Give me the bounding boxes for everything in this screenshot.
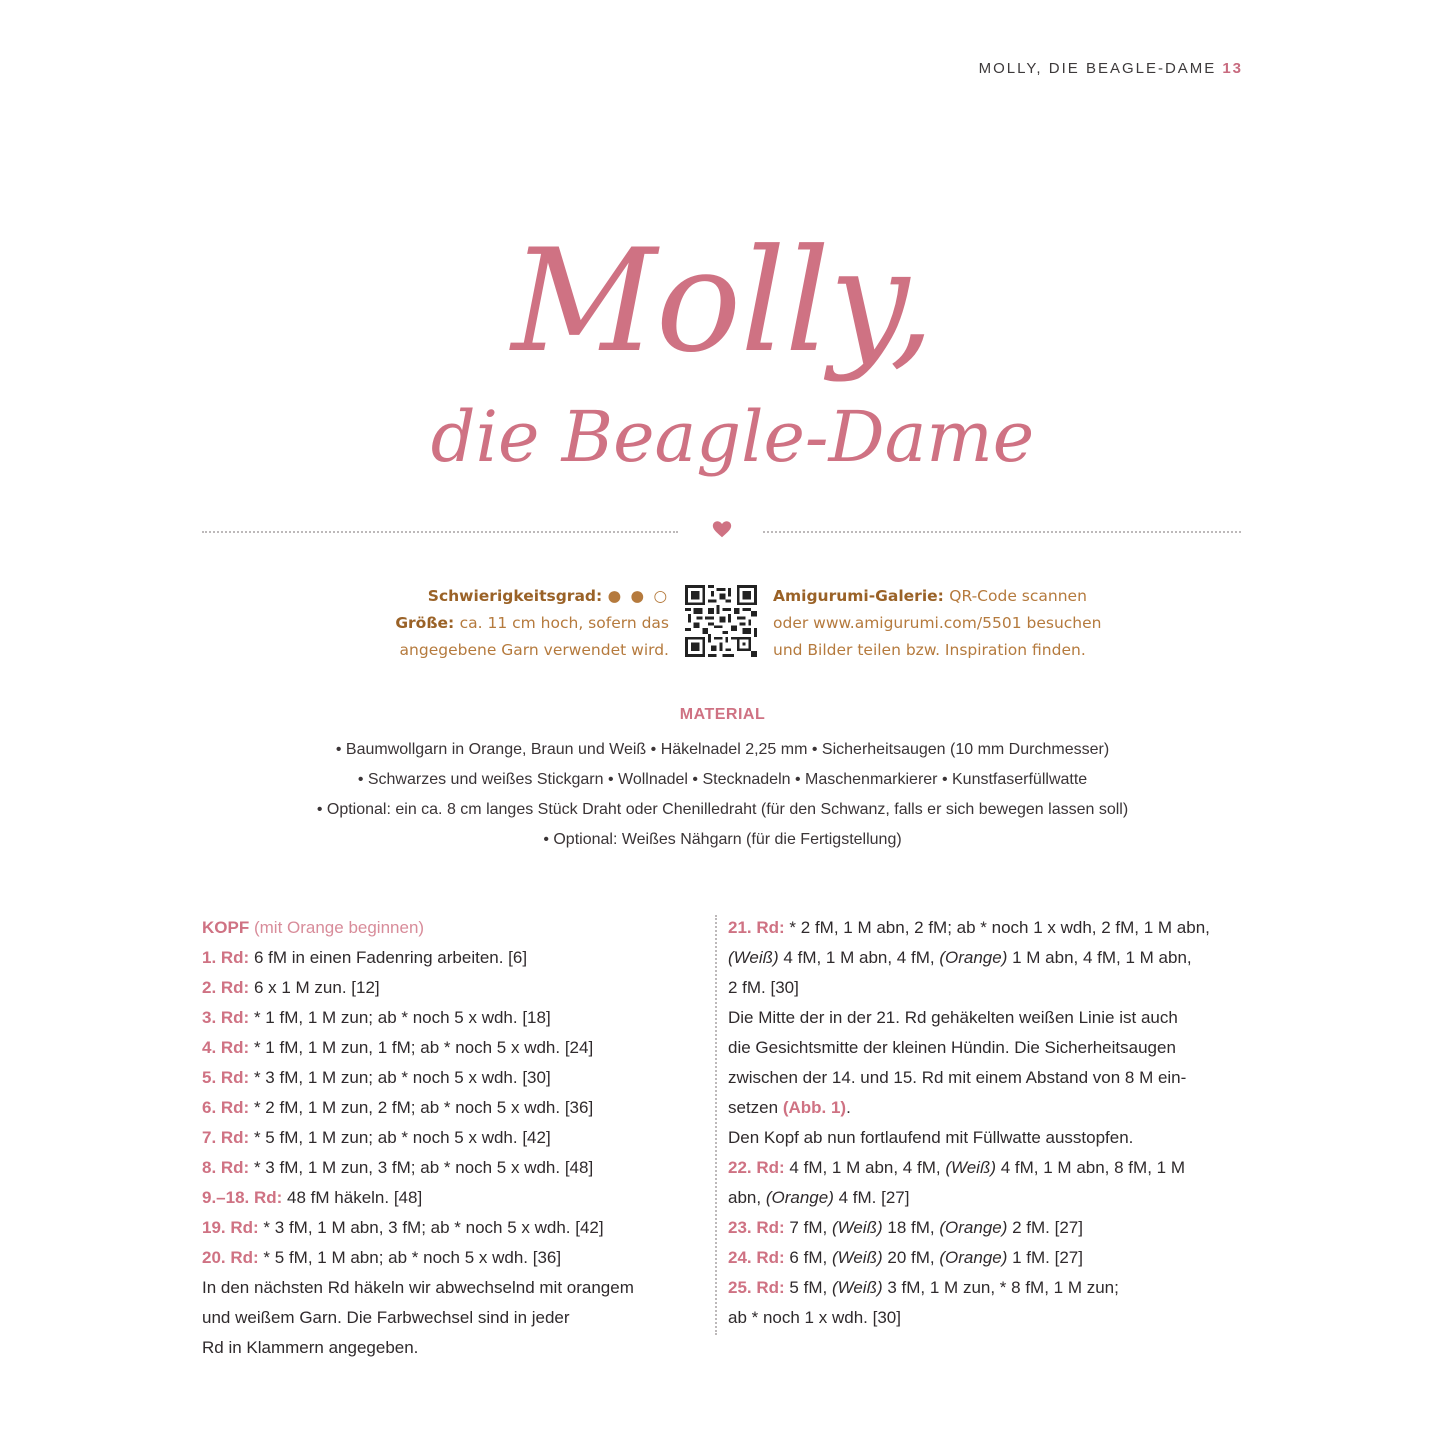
round-label: 20. Rd: [202, 1248, 259, 1267]
difficulty-line [395, 583, 669, 610]
gallery-text-3: und Bilder teilen bzw. Inspiration finden. [773, 641, 1086, 659]
round-text: 5 fM, [789, 1278, 828, 1297]
pattern-row [202, 1003, 692, 1033]
page-number: 13 [1222, 60, 1243, 77]
note-line: In den nächsten Rd häkeln wir abwechselnd mit orangem [202, 1278, 634, 1297]
paragraph-line: Den Kopf ab nun fortlaufend mit Füllwatte ausstopfen. [728, 1128, 1134, 1147]
round-text: 4 fM, 1 M abn, 4 fM, [783, 948, 935, 967]
round-text: * 3 fM, 1 M zun; ab * noch 5 x wdh. [30] [253, 1068, 551, 1087]
gallery-line-1 [773, 583, 1101, 610]
material-item: • Baumwollgarn in Orange, Braun und Weiß • Häkelnadel 2,25 mm • Sicherheitsaugen (10 mm Durchmesser) [335, 741, 1110, 758]
material-item: • Optional: Weißes Nähgarn (für die Fertigstellung) [543, 831, 902, 848]
round-text: * 3 fM, 1 M abn, 3 fM; ab * noch 5 x wdh. [42] [263, 1218, 604, 1237]
round-text: 3 fM, 1 M zun, * 8 fM, 1 M zun; [887, 1278, 1119, 1297]
column-divider [715, 915, 717, 1335]
round-text: 7 fM, [789, 1218, 828, 1237]
page-title: Molly, [511, 219, 934, 384]
round-text: abn, [728, 1188, 762, 1207]
color-change: (Orange) [939, 948, 1008, 967]
note-line: Rd in Klammern angegeben. [202, 1338, 419, 1357]
section-note: (mit Orange beginnen) [253, 918, 425, 937]
round-label: 23. Rd: [728, 1218, 785, 1237]
pattern-row [202, 1093, 692, 1123]
pattern-row-21 [728, 913, 1243, 943]
round-text: 2 fM. [27] [1012, 1218, 1083, 1237]
round-label: 19. Rd: [202, 1218, 259, 1237]
round-label: 1. Rd: [202, 948, 250, 967]
round-text: 6 x 1 M zun. [12] [253, 978, 380, 997]
paragraph-line: Die Mitte der in der 21. Rd gehäkelten weißen Linie ist auch [728, 1008, 1178, 1027]
round-text: 4 fM. [27] [838, 1188, 910, 1207]
round-label: 21. Rd: [728, 918, 785, 937]
round-text: * 1 fM, 1 M zun, 1 fM; ab * noch 5 x wdh. [24] [253, 1038, 594, 1057]
round-text: * 5 fM, 1 M abn; ab * noch 5 x wdh. [36] [263, 1248, 562, 1267]
round-text: 6 fM, [789, 1248, 828, 1267]
round-text: 2 fM. [30] [728, 978, 799, 997]
paragraph-line: die Gesichtsmitte der kleinen Hündin. Die Sicherheitsaugen [728, 1038, 1176, 1057]
running-title: MOLLY, DIE BEAGLE-DAME [978, 60, 1217, 77]
color-change: (Weiß) [728, 948, 779, 967]
round-text: * 5 fM, 1 M zun; ab * noch 5 x wdh. [42] [253, 1128, 551, 1147]
round-text: 20 fM, [887, 1248, 935, 1267]
pattern-row-22-cont [728, 1183, 1243, 1213]
paragraph-text: setzen [728, 1098, 779, 1117]
round-text: ab * noch 1 x wdh. [30] [728, 1308, 901, 1327]
material-item: • Optional: ein ca. 8 cm langes Stück Draht oder Chenilledraht (für den Schwanz, falls er sich bewegen lassen soll) [316, 801, 1129, 818]
pattern-row [202, 1213, 692, 1243]
round-label: 7. Rd: [202, 1128, 250, 1147]
divider-right [763, 531, 1241, 533]
info-left [395, 583, 669, 664]
size-label: Größe: [395, 614, 455, 632]
difficulty-label: Schwierigkeitsgrad: [427, 587, 603, 605]
round-text: 4 fM, 1 M abn, 8 fM, 1 M [1000, 1158, 1185, 1177]
round-label: 25. Rd: [728, 1278, 785, 1297]
qr-code-icon[interactable] [685, 585, 757, 657]
round-label: 2. Rd: [202, 978, 250, 997]
heart-icon [711, 518, 733, 540]
round-label: 4. Rd: [202, 1038, 250, 1057]
round-text: * 3 fM, 1 M zun, 3 fM; ab * noch 5 x wdh. [48] [253, 1158, 594, 1177]
running-head [979, 60, 1243, 77]
round-text: 6 fM in einen Fadenring arbeiten. [6] [253, 948, 528, 967]
round-label: 9.–18. Rd: [202, 1188, 283, 1207]
pattern-row-21-cont [728, 943, 1243, 973]
pattern-row-23 [728, 1213, 1243, 1243]
pattern-row [202, 973, 692, 1003]
round-text: 18 fM, [887, 1218, 935, 1237]
figure-reference: (Abb. 1) [782, 1098, 847, 1117]
section-heading-kopf [202, 913, 692, 943]
round-text: * 2 fM, 1 M zun, 2 fM; ab * noch 5 x wdh. [36] [253, 1098, 594, 1117]
material-item: • Schwarzes und weißes Stickgarn • Wollnadel • Stecknadeln • Maschenmarkierer • Kunstfaserfüllwatte [357, 771, 1088, 788]
gallery-label: Amigurumi-Galerie: [773, 587, 944, 605]
round-label: 22. Rd: [728, 1158, 785, 1177]
size-text-2: angegebene Garn verwendet wird. [399, 641, 669, 659]
round-text: 1 fM. [27] [1012, 1248, 1083, 1267]
color-change: (Weiß) [831, 1248, 883, 1267]
color-change: (Weiß) [831, 1218, 883, 1237]
pattern-row-22 [728, 1153, 1243, 1183]
round-label: 5. Rd: [202, 1068, 250, 1087]
color-change: (Weiß) [831, 1278, 883, 1297]
pattern-row [202, 1033, 692, 1063]
pattern-row [202, 1123, 692, 1153]
round-text: * 1 fM, 1 M zun; ab * noch 5 x wdh. [18] [253, 1008, 551, 1027]
pattern-column-right [728, 913, 1243, 1333]
page-subtitle: die Beagle-Dame [430, 396, 1035, 478]
round-label: 8. Rd: [202, 1158, 250, 1177]
pattern-row-25 [728, 1273, 1243, 1303]
color-change: (Orange) [765, 1188, 834, 1207]
size-line [395, 610, 669, 637]
round-label: 3. Rd: [202, 1008, 250, 1027]
round-text: 48 fM häkeln. [48] [287, 1188, 423, 1207]
pattern-column-left [202, 913, 692, 1363]
color-change: (Orange) [939, 1248, 1008, 1267]
note-line: und weißem Garn. Die Farbwechsel sind in jeder [202, 1308, 570, 1327]
paragraph-end: . [846, 1098, 851, 1117]
round-label: 6. Rd: [202, 1098, 250, 1117]
pattern-row [202, 1183, 692, 1213]
color-change: (Orange) [939, 1218, 1008, 1237]
pattern-row [202, 1153, 692, 1183]
pattern-row [202, 943, 692, 973]
size-text-1: ca. 11 cm hoch, sofern das [459, 614, 669, 632]
pattern-row [202, 1063, 692, 1093]
round-text: * 2 fM, 1 M abn, 2 fM; ab * noch 1 x wdh, 2 fM, 1 M abn, [789, 918, 1210, 937]
gallery-text-2: oder www.amigurumi.com/5501 besuchen [773, 614, 1102, 632]
material-list [0, 735, 1445, 855]
round-label: 24. Rd: [728, 1248, 785, 1267]
pattern-row-24 [728, 1243, 1243, 1273]
round-text: 1 M abn, 4 fM, 1 M abn, [1012, 948, 1192, 967]
round-text: 4 fM, 1 M abn, 4 fM, [789, 1158, 941, 1177]
material-heading: MATERIAL [679, 706, 766, 723]
info-right [773, 583, 1101, 664]
gallery-text-1: QR-Code scannen [949, 587, 1087, 605]
color-change: (Weiß) [945, 1158, 997, 1177]
section-title: KOPF [202, 918, 250, 937]
difficulty-rating: ● ● ○ [607, 587, 669, 605]
paragraph-line: zwischen der 14. und 15. Rd mit einem Abstand von 8 M ein- [728, 1068, 1187, 1087]
paragraph-line [728, 1093, 1243, 1123]
pattern-row [202, 1243, 692, 1273]
divider-left [202, 531, 678, 533]
